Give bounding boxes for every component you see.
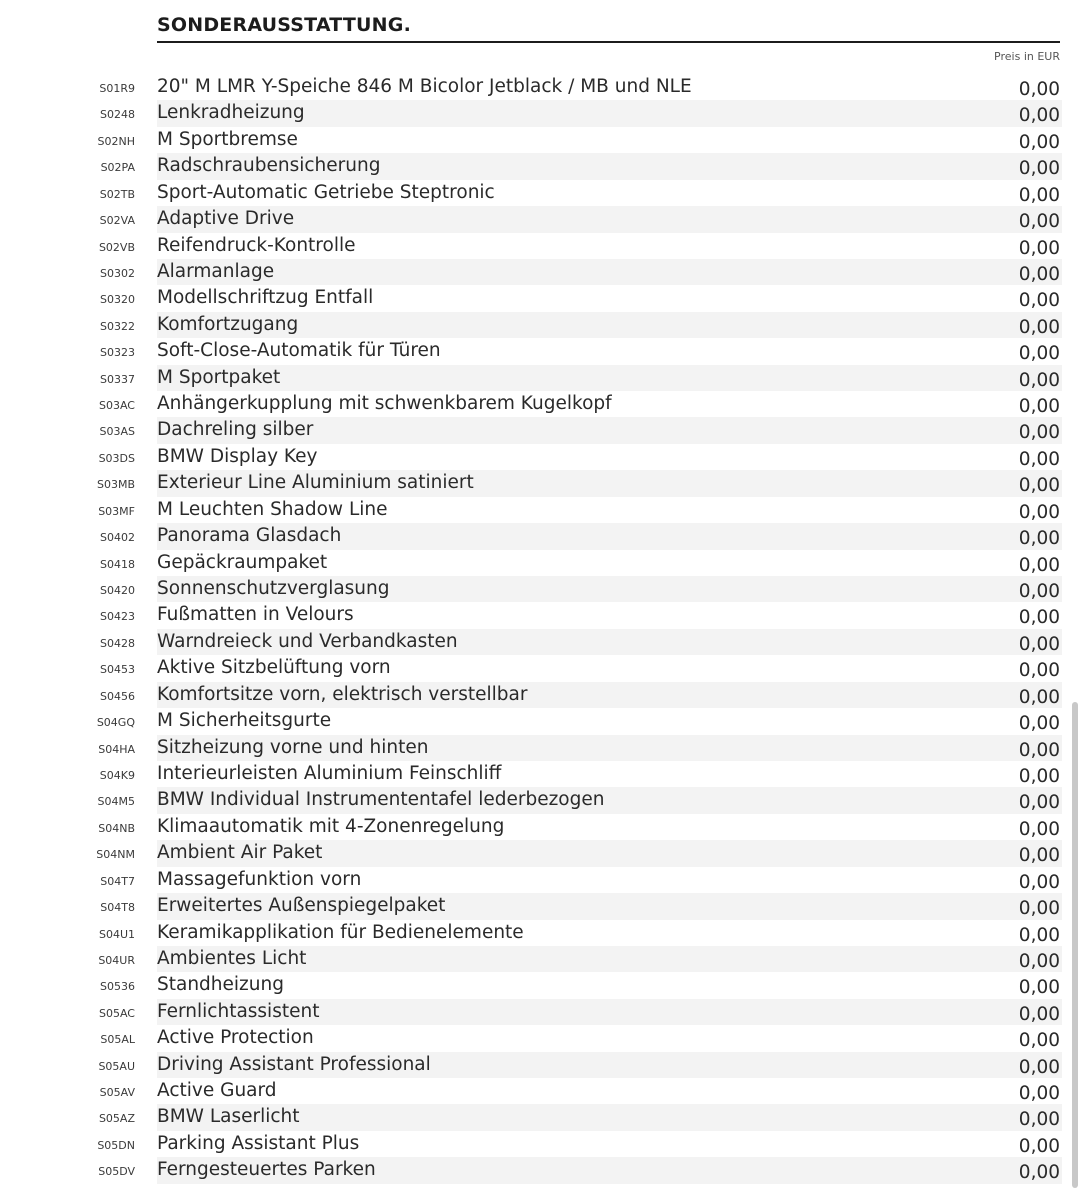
option-code: S04HA xyxy=(98,742,135,756)
option-label: Alarmanlage xyxy=(157,260,275,282)
equipment-row xyxy=(0,470,1062,496)
option-label: Anhängerkupplung mit schwenkbarem Kugelkopf xyxy=(157,393,612,415)
option-label: Modellschriftzug Entfall xyxy=(157,287,374,309)
equipment-row xyxy=(0,840,1062,866)
option-price: 0,00 xyxy=(1018,554,1060,576)
option-price: 0,00 xyxy=(1018,818,1060,840)
option-price: 0,00 xyxy=(1018,1030,1060,1052)
option-label: Exterieur Line Aluminium satiniert xyxy=(157,472,474,494)
option-code: S0322 xyxy=(100,319,135,333)
option-price: 0,00 xyxy=(1018,422,1060,444)
option-label: M Leuchten Shadow Line xyxy=(157,498,388,520)
option-label: Adaptive Drive xyxy=(157,208,295,230)
currency-note: Preis in EUR xyxy=(994,50,1060,63)
equipment-row xyxy=(0,920,1062,946)
option-price: 0,00 xyxy=(1018,792,1060,814)
option-price: 0,00 xyxy=(1018,1162,1060,1184)
equipment-row xyxy=(0,127,1062,153)
option-label: Panorama Glasdach xyxy=(157,525,342,547)
option-price: 0,00 xyxy=(1018,79,1060,100)
option-code: S0428 xyxy=(100,636,135,650)
equipment-row xyxy=(0,682,1062,708)
equipment-list xyxy=(0,74,1062,1184)
option-label: Parking Assistant Plus xyxy=(157,1132,360,1154)
option-code: S02VB xyxy=(98,240,135,254)
option-price: 0,00 xyxy=(1018,211,1060,233)
option-code: S03MF xyxy=(98,504,135,518)
option-label: Komfortzugang xyxy=(157,313,299,335)
equipment-row xyxy=(0,338,1062,364)
option-label: BMW Display Key xyxy=(157,445,318,467)
option-code: S04NB xyxy=(98,821,135,835)
option-code: S03MB xyxy=(96,478,135,492)
option-code: S02TB xyxy=(99,187,135,201)
option-price: 0,00 xyxy=(1018,475,1060,497)
option-price: 0,00 xyxy=(1018,263,1060,285)
equipment-row xyxy=(0,787,1062,813)
option-label: Erweitertes Außenspiegelpaket xyxy=(157,895,446,917)
equipment-row xyxy=(0,761,1062,787)
option-price: 0,00 xyxy=(1018,871,1060,893)
option-price: 0,00 xyxy=(1018,1135,1060,1157)
option-label: Komfortsitze vorn, elektrisch verstellbar xyxy=(157,683,528,705)
option-price: 0,00 xyxy=(1018,977,1060,999)
option-price: 0,00 xyxy=(1018,581,1060,603)
option-price: 0,00 xyxy=(1018,1083,1060,1105)
equipment-row xyxy=(0,523,1062,549)
option-price: 0,00 xyxy=(1018,448,1060,470)
option-label: Active Guard xyxy=(157,1080,277,1102)
option-label: Ambientes Licht xyxy=(157,947,307,969)
equipment-row xyxy=(0,735,1062,761)
option-price: 0,00 xyxy=(1018,607,1060,629)
option-price: 0,00 xyxy=(1018,765,1060,787)
option-code: S04T7 xyxy=(100,874,135,888)
option-code: S0302 xyxy=(100,266,135,280)
equipment-row xyxy=(0,1025,1062,1051)
option-price: 0,00 xyxy=(1018,1003,1060,1025)
equipment-row xyxy=(0,602,1062,628)
equipment-row xyxy=(0,153,1062,179)
option-price: 0,00 xyxy=(1018,924,1060,946)
option-label: BMW Laserlicht xyxy=(157,1106,300,1128)
option-label: Sport-Automatic Getriebe Steptronic xyxy=(157,181,495,203)
option-code: S02PA xyxy=(100,161,135,175)
option-code: S03AS xyxy=(99,425,135,439)
equipment-row xyxy=(0,1052,1062,1078)
equipment-row xyxy=(0,233,1062,259)
option-label: Soft-Close-Automatik für Türen xyxy=(157,340,441,362)
option-code: S04K9 xyxy=(99,768,135,782)
equipment-row xyxy=(0,180,1062,206)
section-title: SONDERAUSSTATTUNG. xyxy=(157,14,411,36)
equipment-row xyxy=(0,629,1062,655)
option-price: 0,00 xyxy=(1018,369,1060,391)
option-label: Fußmatten in Velours xyxy=(157,604,354,626)
option-label: Sonnenschutzverglasung xyxy=(157,578,390,600)
option-code: S0248 xyxy=(100,108,135,122)
equipment-row xyxy=(0,312,1062,338)
option-code: S05AL xyxy=(100,1033,135,1047)
equipment-row xyxy=(0,365,1062,391)
equipment-row xyxy=(0,999,1062,1025)
option-price: 0,00 xyxy=(1018,528,1060,550)
option-code: S0536 xyxy=(100,980,135,994)
option-label: Massagefunktion vorn xyxy=(157,868,362,890)
option-label: M Sicherheitsgurte xyxy=(157,710,332,732)
option-code: S05DN xyxy=(97,1138,135,1152)
option-code: S04UR xyxy=(98,953,135,967)
equipment-row xyxy=(0,391,1062,417)
option-price: 0,00 xyxy=(1018,950,1060,972)
option-code: S03AC xyxy=(99,399,135,413)
option-code: S03DS xyxy=(98,451,135,465)
option-price: 0,00 xyxy=(1018,1109,1060,1131)
equipment-row xyxy=(0,417,1062,443)
equipment-row xyxy=(0,1104,1062,1130)
option-label: Driving Assistant Professional xyxy=(157,1053,431,1075)
option-label: M Sportbremse xyxy=(157,128,298,150)
option-price: 0,00 xyxy=(1018,1056,1060,1078)
equipment-row xyxy=(0,576,1062,602)
option-code: S01R9 xyxy=(99,82,135,95)
option-code: S0320 xyxy=(100,293,135,307)
option-price: 0,00 xyxy=(1018,686,1060,708)
option-label: Ambient Air Paket xyxy=(157,842,323,864)
equipment-row xyxy=(0,1157,1062,1183)
option-label: Active Protection xyxy=(157,1027,314,1049)
equipment-row xyxy=(0,1131,1062,1157)
option-label: Klimaautomatik mit 4-Zonenregelung xyxy=(157,815,505,837)
option-label: Lenkradheizung xyxy=(157,102,305,124)
option-price: 0,00 xyxy=(1018,105,1060,127)
option-price: 0,00 xyxy=(1018,343,1060,365)
equipment-row xyxy=(0,867,1062,893)
option-code: S04GQ xyxy=(96,716,135,730)
option-label: M Sportpaket xyxy=(157,366,281,388)
option-label: Radschraubensicherung xyxy=(157,155,381,177)
equipment-row xyxy=(0,444,1062,470)
option-code: S0456 xyxy=(100,689,135,703)
option-label: Reifendruck-Kontrolle xyxy=(157,234,356,256)
option-price: 0,00 xyxy=(1018,660,1060,682)
option-label: BMW Individual Instrumententafel lederbezogen xyxy=(157,789,605,811)
option-label: Dachreling silber xyxy=(157,419,314,441)
option-price: 0,00 xyxy=(1018,845,1060,867)
scrollbar-thumb[interactable] xyxy=(1072,702,1078,1188)
option-code: S0337 xyxy=(100,372,135,386)
option-code: S05AZ xyxy=(98,1112,135,1126)
option-code: S05AC xyxy=(99,1006,135,1020)
option-price: 0,00 xyxy=(1018,316,1060,338)
equipment-row xyxy=(0,497,1062,523)
equipment-row xyxy=(0,206,1062,232)
option-price: 0,00 xyxy=(1018,501,1060,523)
option-code: S04NM xyxy=(96,848,135,862)
option-price: 0,00 xyxy=(1018,633,1060,655)
option-label: Interieurleisten Aluminium Feinschliff xyxy=(157,762,502,784)
option-code: S0423 xyxy=(100,610,135,624)
option-code: S0453 xyxy=(100,663,135,677)
option-label: Warndreieck und Verbandkasten xyxy=(157,630,458,652)
option-price: 0,00 xyxy=(1018,184,1060,206)
option-code: S0323 xyxy=(100,346,135,360)
option-price: 0,00 xyxy=(1018,396,1060,418)
option-code: S05AU xyxy=(98,1059,135,1073)
option-label: Fernlichtassistent xyxy=(157,1000,320,1022)
equipment-row xyxy=(0,655,1062,681)
equipment-row xyxy=(0,972,1062,998)
option-code: S04U1 xyxy=(98,927,135,941)
option-code: S0402 xyxy=(100,531,135,545)
option-price: 0,00 xyxy=(1018,131,1060,153)
option-price: 0,00 xyxy=(1018,237,1060,259)
option-price: 0,00 xyxy=(1018,290,1060,312)
equipment-row xyxy=(0,285,1062,311)
equipment-row xyxy=(0,946,1062,972)
equipment-row xyxy=(0,1078,1062,1104)
option-price: 0,00 xyxy=(1018,898,1060,920)
equipment-row xyxy=(0,814,1062,840)
option-label: Ferngesteuertes Parken xyxy=(157,1159,376,1181)
option-label: Keramikapplikation für Bedienelemente xyxy=(157,921,524,943)
option-price: 0,00 xyxy=(1018,739,1060,761)
option-label: Gepäckraumpaket xyxy=(157,551,328,573)
row-stripe xyxy=(157,259,1062,285)
title-underline xyxy=(157,41,1060,43)
option-code: S04M5 xyxy=(97,795,135,809)
option-code: S04T8 xyxy=(100,901,135,915)
option-label: Aktive Sitzbelüftung vorn xyxy=(157,657,391,679)
option-code: S02VA xyxy=(99,214,135,228)
option-code: S05DV xyxy=(98,1165,135,1179)
option-label: Standheizung xyxy=(157,974,284,996)
equipment-row xyxy=(0,74,1062,100)
equipment-row xyxy=(0,550,1062,576)
option-price: 0,00 xyxy=(1018,713,1060,735)
option-code: S05AV xyxy=(99,1086,135,1100)
equipment-row xyxy=(0,259,1062,285)
option-label: 20" M LMR Y-Speiche 846 M Bicolor Jetblack / MB und NLE xyxy=(157,76,692,97)
option-code: S0418 xyxy=(100,557,135,571)
equipment-row xyxy=(0,100,1062,126)
row-stripe xyxy=(157,365,1062,391)
option-label: Sitzheizung vorne und hinten xyxy=(157,736,429,758)
option-code: S02NH xyxy=(97,134,135,148)
option-code: S0420 xyxy=(100,584,135,598)
equipment-row xyxy=(0,893,1062,919)
option-price: 0,00 xyxy=(1018,158,1060,180)
equipment-row xyxy=(0,708,1062,734)
